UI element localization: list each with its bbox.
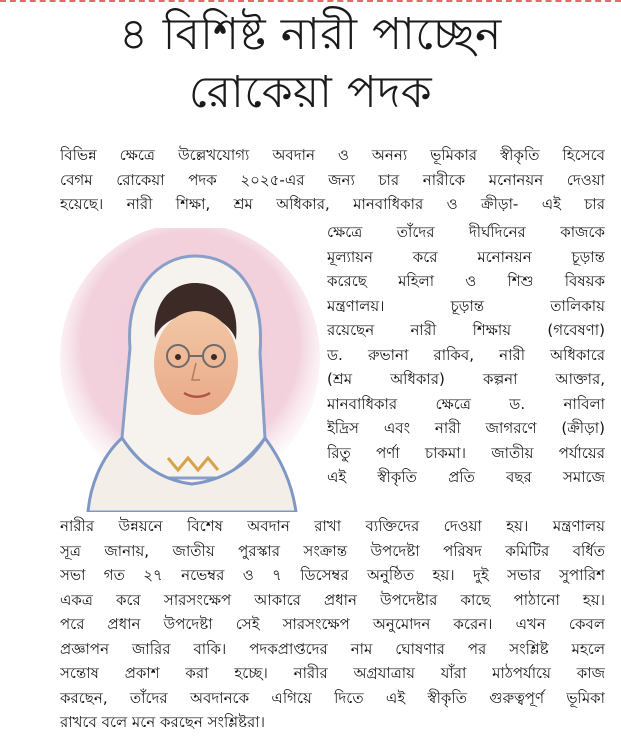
article-line: সভা গত ২৭ নভেম্বর ও ৭ ডিসেম্বর অনুষ্ঠিত হয়। দুই সভার সুপারিশ — [60, 566, 605, 584]
article-line: (শ্রম অধিকার) কল্পনা আক্তার, — [327, 370, 605, 388]
article-line: প্রজ্ঞাপন জারির বাকি। পদকপ্রাপ্তদের নাম ঘোষণার পর সংশ্লিষ্ট মহলে — [60, 639, 605, 658]
headline-line-2: রোকেয়া পদক — [188, 67, 433, 118]
article-line: রাখবে বলে মনে করছেন সংশ্লিষ্টরা। — [60, 713, 265, 731]
article-line: এই স্বীকৃতি প্রতি বছর সমাজে — [327, 468, 605, 486]
article-line: ড. রুভানা রাকিব, নারী অধিকারে — [327, 345, 605, 364]
article-line: মূল্যায়ন করে মনোনয়ন চূড়ান্ত — [327, 247, 605, 266]
article-line: সূত্র জানায়, জাতীয় পুরস্কার সংক্রান্ত উপদেষ্টা পরিষদ কমিটির বর্ধিত — [60, 541, 605, 560]
article-line: পরে প্রধান উপদেষ্টা সেই সারসংক্ষেপ অনুমোদন করেন। এখন কেবল — [60, 615, 605, 633]
article-line: করেছে মহিলা ও শিশু বিষয়ক — [327, 272, 605, 290]
article-line: মানবাধিকার ক্ষেত্রে ড. নাবিলা — [327, 394, 605, 413]
article-body-top — [60, 143, 605, 217]
article-line: মন্ত্রণালয়। চূড়ান্ত তালিকায় — [327, 296, 605, 315]
article-line: বিভিন্ন ক্ষেত্রে উল্লেখযোগ্য অবদান ও অনন্য ভূমিকার স্বীকৃতি হিসেবে — [60, 146, 605, 164]
article-body-side — [327, 220, 605, 490]
article-line: ক্ষেত্রে তাঁদের দীর্ঘদিনের কাজকে — [327, 223, 605, 241]
article-line: করছেন, তাঁদের অবদানকে এগিয়ে দিতে এই স্বীকৃতি গুরুত্বপূর্ণ ভূমিকা — [60, 688, 605, 707]
article-body-bottom — [60, 514, 605, 735]
article-line: রয়েছেন নারী শিক্ষায় (গবেষণা) — [327, 321, 605, 339]
article-line: নারীর উন্নয়নে বিশেষ অবদান রাখা ব্যক্তিদের দেওয়া হয়। মন্ত্রণালয় — [60, 517, 605, 535]
article-line: একত্র করে সারসংক্ষেপ আকারে প্রধান উপদেষ্টার কাছে পাঠানো হয়। — [60, 590, 605, 609]
headline — [0, 6, 621, 122]
begum-rokeya-portrait — [60, 228, 322, 512]
article-line: হয়েছে। নারী শিক্ষা, শ্রম অধিকার, মানবাধিকার ও ক্রীড়া- এই চার — [60, 195, 605, 213]
article-line: ইদ্রিস এবং নারী জাগরণে (ক্রীড়া) — [327, 419, 605, 437]
article-line: রিতু পর্ণা চাকমা। জাতীয় পর্যায়ের — [327, 443, 605, 462]
article-line: সন্তোষ প্রকাশ করা হচ্ছে। নারীর অগ্রযাত্রায় যাঁরা মাঠপর্যায়ে কাজ — [60, 664, 605, 682]
headline-line-1: ৪ বিশিষ্ট নারী পাচ্ছেন — [119, 9, 502, 60]
article-line: বেগম রোকেয়া পদক ২০২৫-এর জন্য চার নারীকে মনোনয়ন দেওয়া — [60, 170, 605, 189]
dashed-cut-border — [0, 0, 621, 2]
